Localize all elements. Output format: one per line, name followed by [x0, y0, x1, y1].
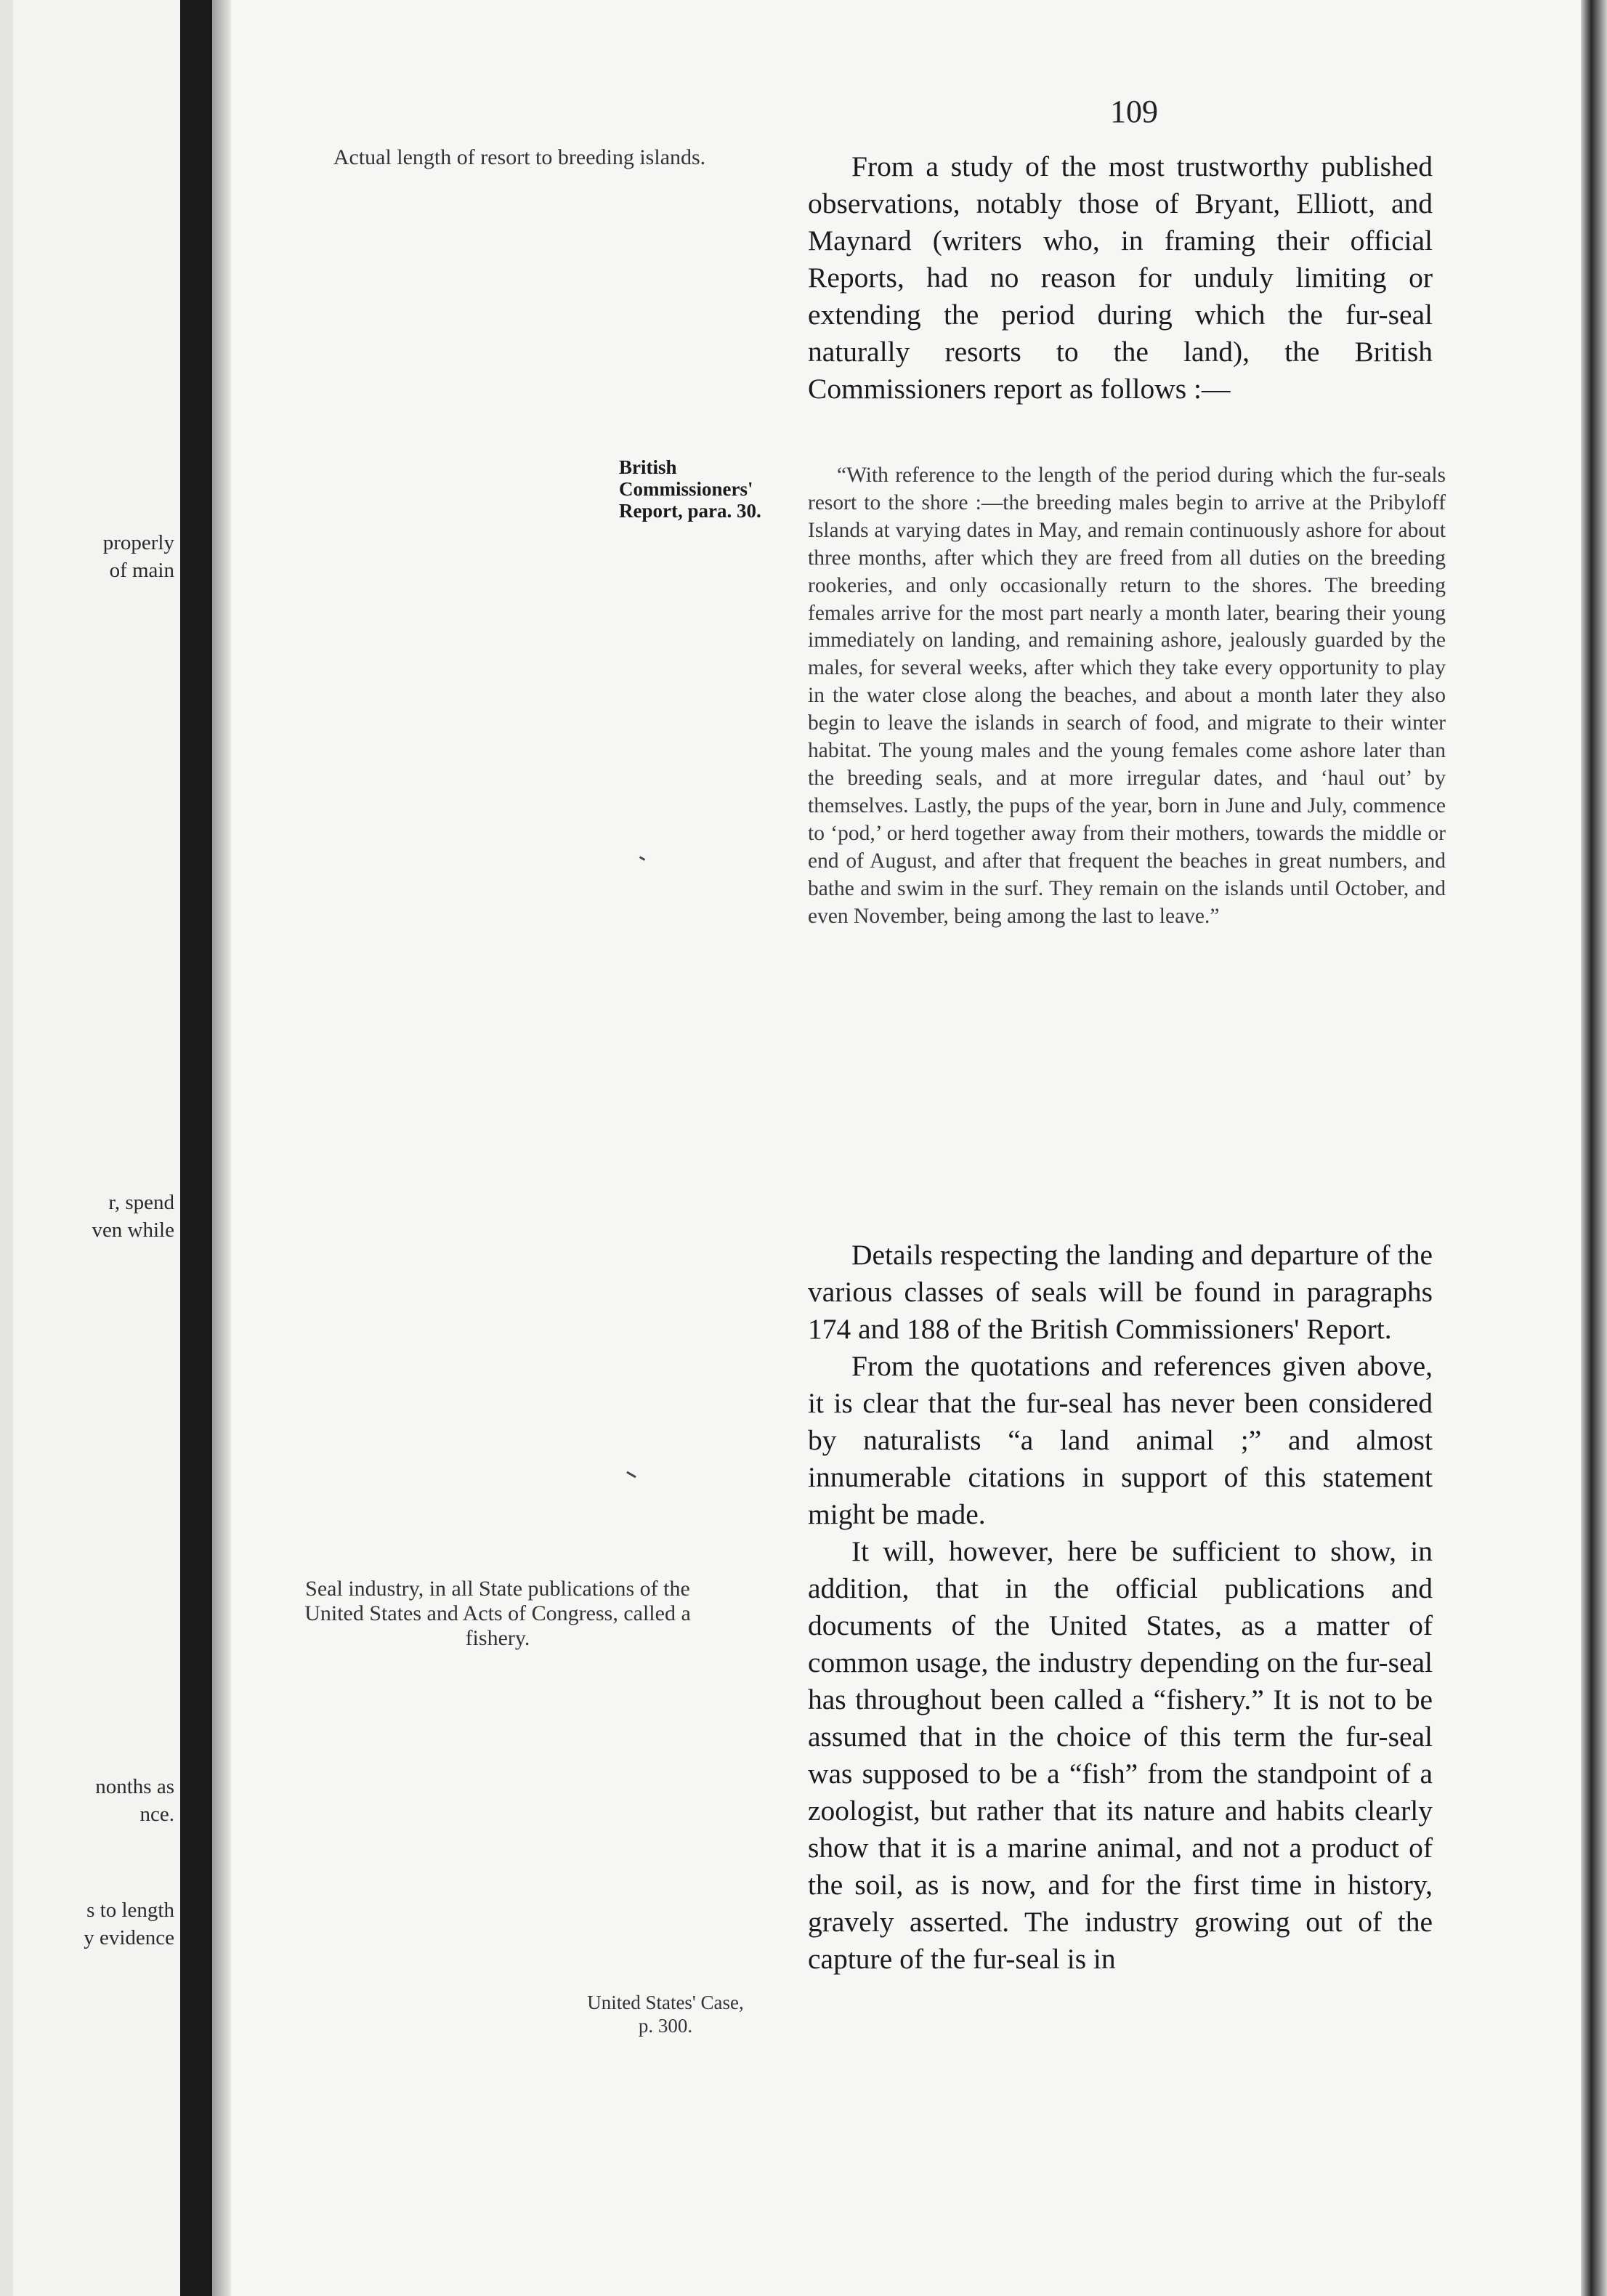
main-text-section: [808, 1237, 1433, 1978]
quotations-paragraph: From the quotations and references given above, it is clear that the fur-seal has never been considered by naturalists “a land animal ;” and almost innumerable citations in support of this statement might be made.: [808, 1350, 1433, 1530]
intro-section: [808, 148, 1433, 408]
gutter-shadow: [212, 0, 231, 2296]
book-gutter: [180, 0, 212, 2296]
fragment-line: nonths as: [95, 1775, 174, 1798]
scan-edge: [0, 0, 13, 2296]
fragment-line: s to length: [86, 1899, 174, 1922]
previous-page-fragment: [0, 529, 174, 584]
fragment-line: properly: [102, 531, 174, 554]
fragment-line: nce.: [139, 1803, 174, 1826]
margin-note-us-case: United States' Case, p. 300.: [587, 1992, 744, 2037]
details-paragraph: Details respecting the landing and departure of the various classes of seals will be found in paragraphs 174 and 188 of the British Commissioners' Report.: [808, 1239, 1433, 1345]
margin-note-fishery: Seal industry, in all State publications of the United States and Acts of Congress, called a fishery.: [304, 1577, 691, 1650]
previous-page-fragment: [0, 1896, 174, 1952]
margin-note-resort-length: Actual length of resort to breeding islands.: [333, 145, 706, 169]
intro-paragraph: From a study of the most trustworthy published observations, notably those of Bryant, Elliott, and Maynard (writers who, in framing their official Reports, had no reason for unduly limiting or extending the period during which the fur-seal naturally resorts to the land), the British Commissioners report as follows :—: [808, 150, 1433, 405]
page-right-edge: [1581, 0, 1607, 2296]
page-number: 109: [1110, 94, 1158, 129]
fragment-line: r, spend: [108, 1191, 174, 1214]
quotation-section: [808, 462, 1446, 930]
quotation-paragraph: “With reference to the length of the period during which the fur-seals resort to the shore :—the breeding males begin to arrive at the Pribyloff Islands at varying dates in May, and remain continuously ashore for about three months, after which they are freed from all duties on the breeding rookeries, and only occasionally return to the shores. The breeding females arrive for the most part nearly a month later, bearing their young immediately on landing, and remaining ashore, jealously guarded by the males, for several weeks, after which they take every opportunity to play in the water close along the beaches, and about a month later they also begin to leave the islands in search of food, and migrate to their winter habitat. The young males and the young females come ashore later than the breeding seals, and at more irregular dates, and ‘haul out’ by themselves. Lastly, the pups of the year, born in June and July, commence to ‘pod,’ or herd together away from their mothers, towards the middle or end of August, and after that frequent the beaches in great numbers, and bathe and swim in the surf. They remain on the islands until October, and even November, being among the last to leave.”: [808, 464, 1446, 928]
fragment-line: y evidence: [84, 1926, 174, 1949]
margin-note-british-report: British Commissioners' Report, para. 30.: [619, 456, 761, 522]
previous-page-fragment: [0, 1773, 174, 1828]
fragment-line: ven while: [92, 1218, 174, 1242]
previous-page-fragment: [0, 1189, 174, 1244]
fragment-line: of main: [109, 559, 174, 582]
fishery-paragraph: It will, however, here be sufficient to show, in addition, that in the official publications and documents of the United States, as a matter of common usage, the industry depending on the fur-seal has throughout been called a “fishery.” It is not to be assumed that in the choice of this term the fur-seal was supposed to be a “fish” from the standpoint of a zoologist, but rather that its nature and habits clearly show that it is a marine animal, and not a product of the soil, as is now, and for the first time in history, gravely asserted. The industry growing out of the capture of the fur-seal is in: [808, 1535, 1433, 1975]
